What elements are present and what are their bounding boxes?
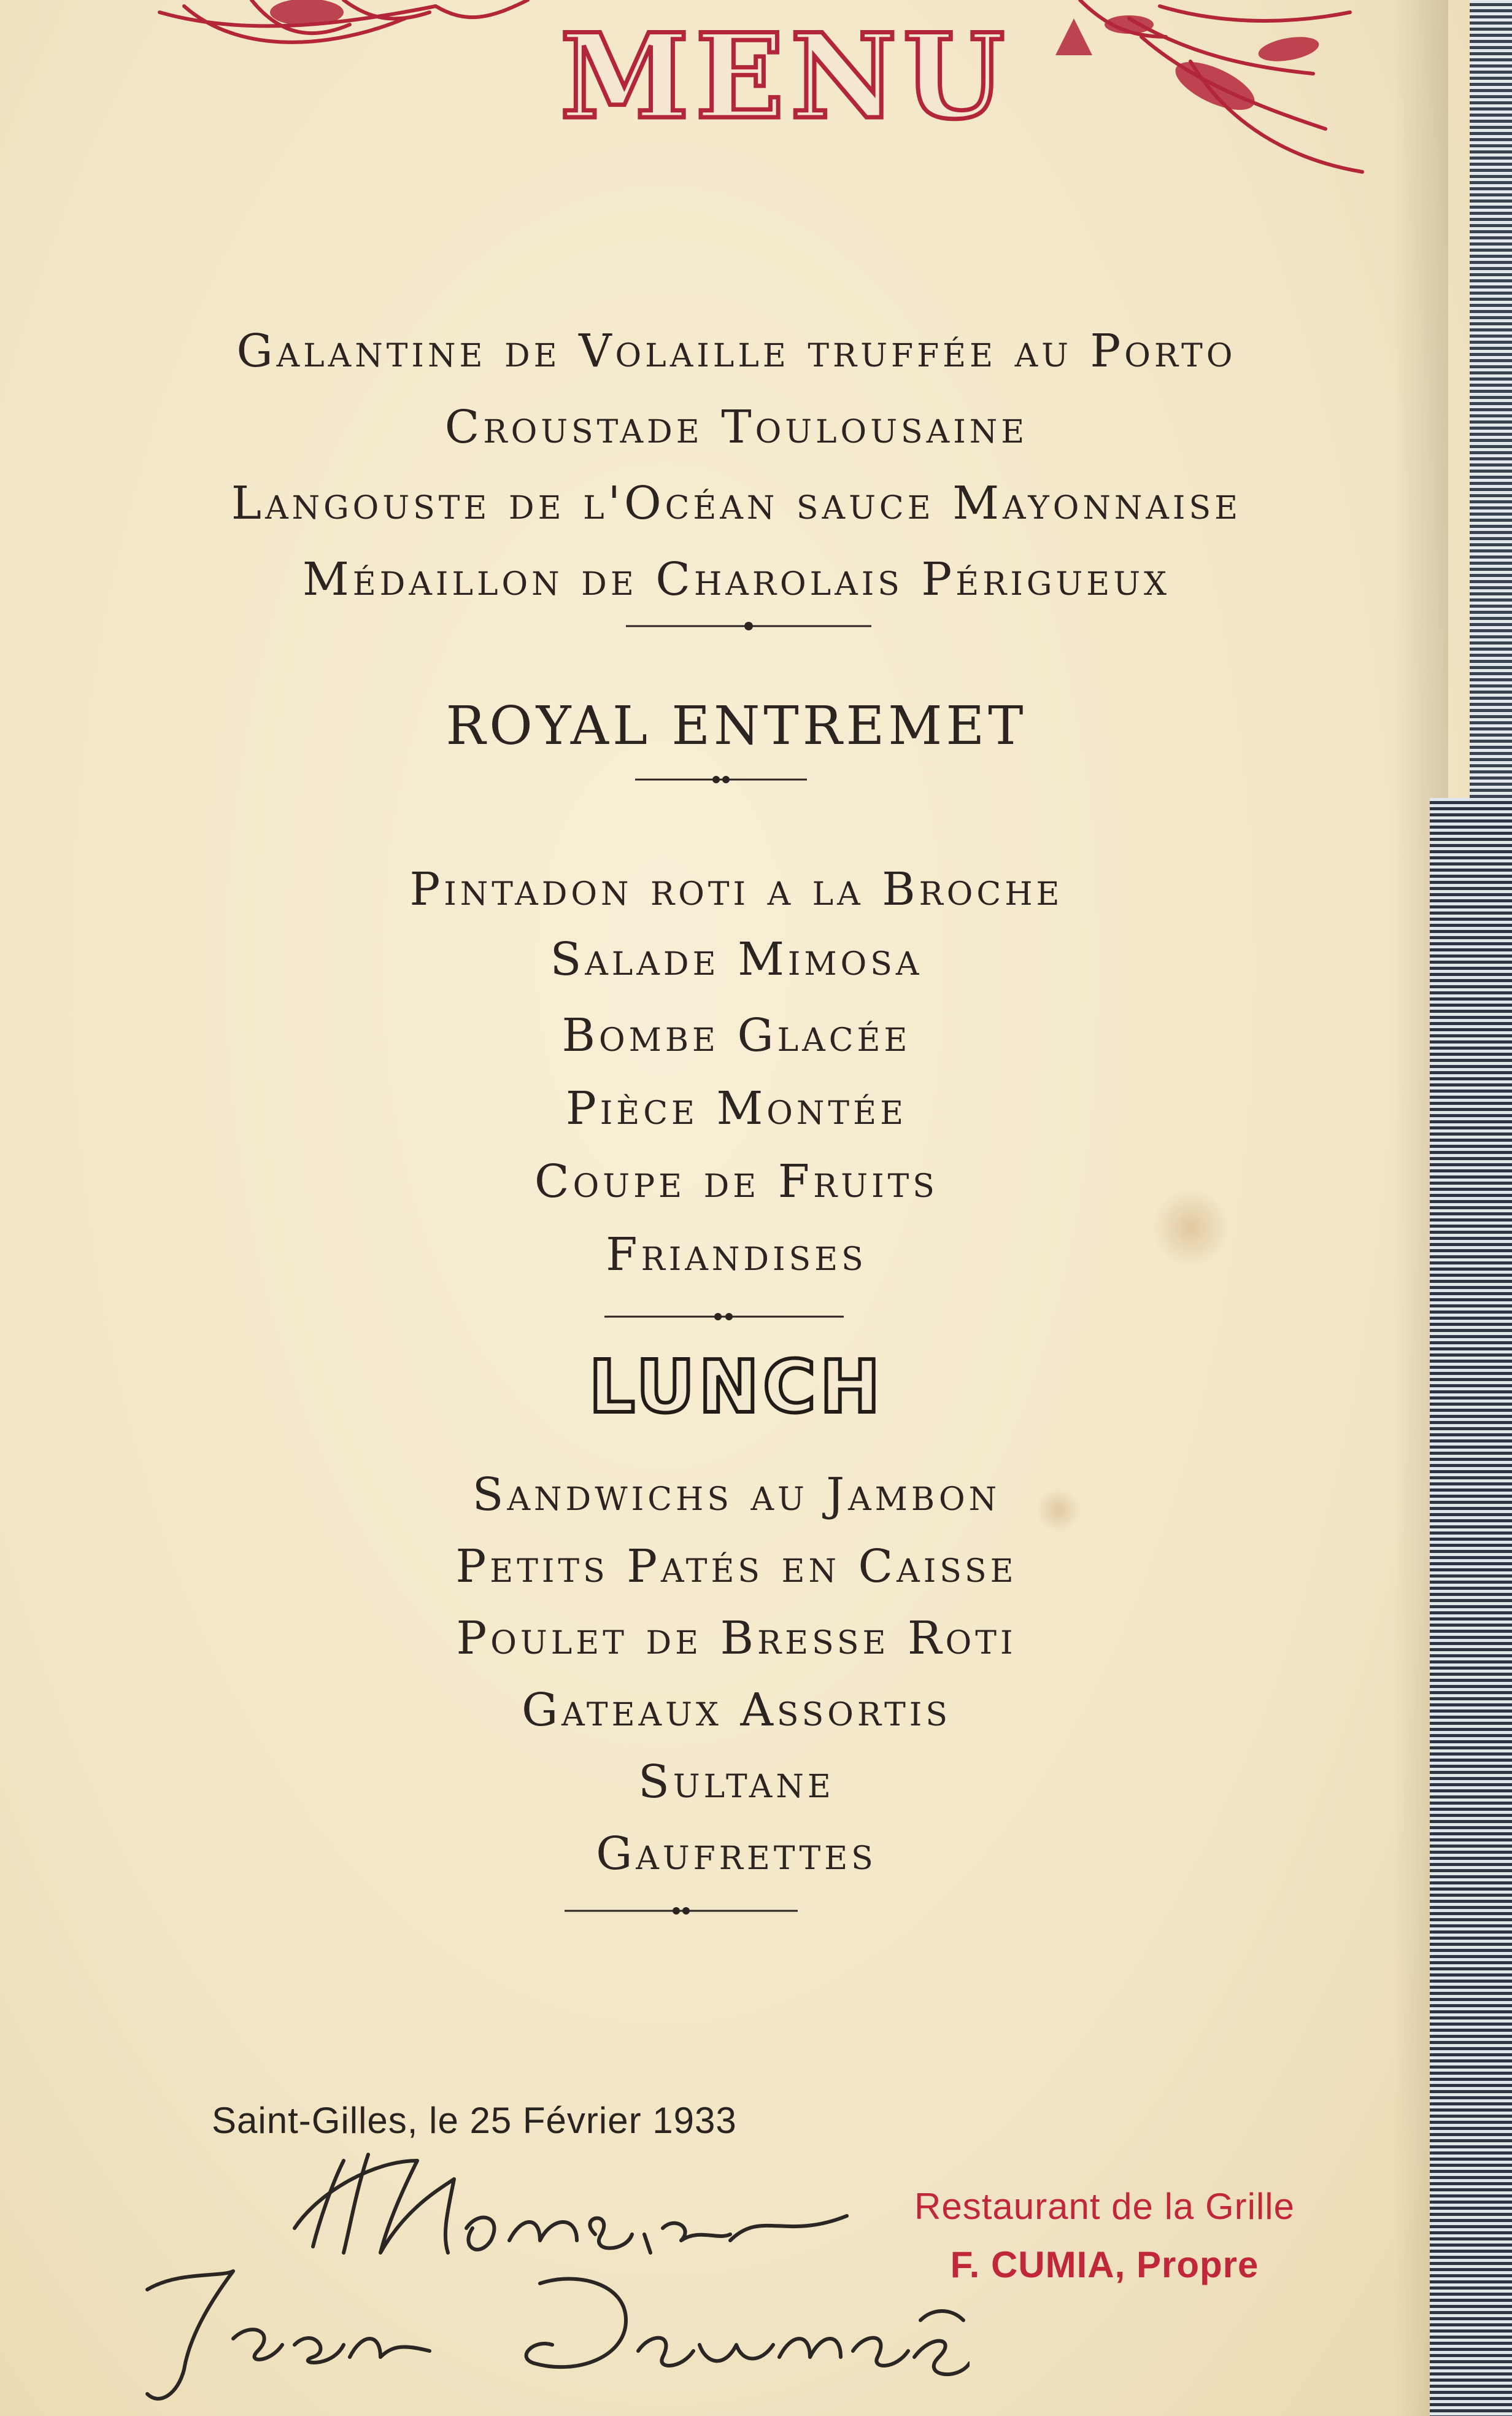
menu-item: Croustade Toulousaine <box>444 401 1028 454</box>
entremet-section <box>0 695 1473 757</box>
divider-ornament-icon <box>626 617 871 635</box>
place-date: Saint-Gilles, le 25 Février 1933 <box>212 2100 737 2141</box>
lunch-item: Petits Patés en Caisse <box>455 1540 1017 1593</box>
lunch-title: LUNCH <box>588 1344 884 1429</box>
lunch-section <box>0 1344 1473 1429</box>
restaurant-name: Restaurant de la Grille <box>914 2186 1295 2227</box>
menu-item: Médaillon de Charolais Périgueux <box>302 553 1171 606</box>
lunch-item: Poulet de Bresse Roti <box>456 1612 1017 1665</box>
menu-item: Galantine de Volaille truffée au Porto <box>236 325 1236 377</box>
menu-item: Pintadon roti a la Broche <box>409 863 1063 916</box>
menu-title: MENU <box>560 8 1011 145</box>
entremet-title: ROYAL ENTREMET <box>446 695 1027 757</box>
lunch-item: Gaufrettes <box>596 1827 877 1880</box>
menu-item: Coupe de Fruits <box>534 1155 938 1208</box>
lunch-item: Gateaux Assortis <box>522 1684 951 1736</box>
menu-item: Salade Mimosa <box>550 933 923 986</box>
menu-item: Friandises <box>606 1228 867 1281</box>
second-course-list <box>0 863 1473 1281</box>
handwritten-inscription <box>110 2136 970 2416</box>
divider-ornament-icon <box>565 1902 798 1920</box>
lunch-list <box>0 1468 1473 1880</box>
menu-item: Langouste de l'Océan sauce Mayonnaise <box>231 477 1242 530</box>
first-course-list <box>0 325 1473 606</box>
lunch-item: Sandwichs au Jambon <box>472 1468 1001 1521</box>
lunch-item: Sultane <box>638 1756 835 1808</box>
menu-item: Pièce Montée <box>565 1082 908 1135</box>
divider-ornament-icon <box>604 1307 844 1326</box>
menu-item: Bombe Glacée <box>561 1009 911 1062</box>
restaurant-owner: F. CUMIA, Propre <box>950 2244 1259 2285</box>
divider-ornament-icon <box>635 770 807 789</box>
scanner-edge-top <box>1470 0 1512 798</box>
